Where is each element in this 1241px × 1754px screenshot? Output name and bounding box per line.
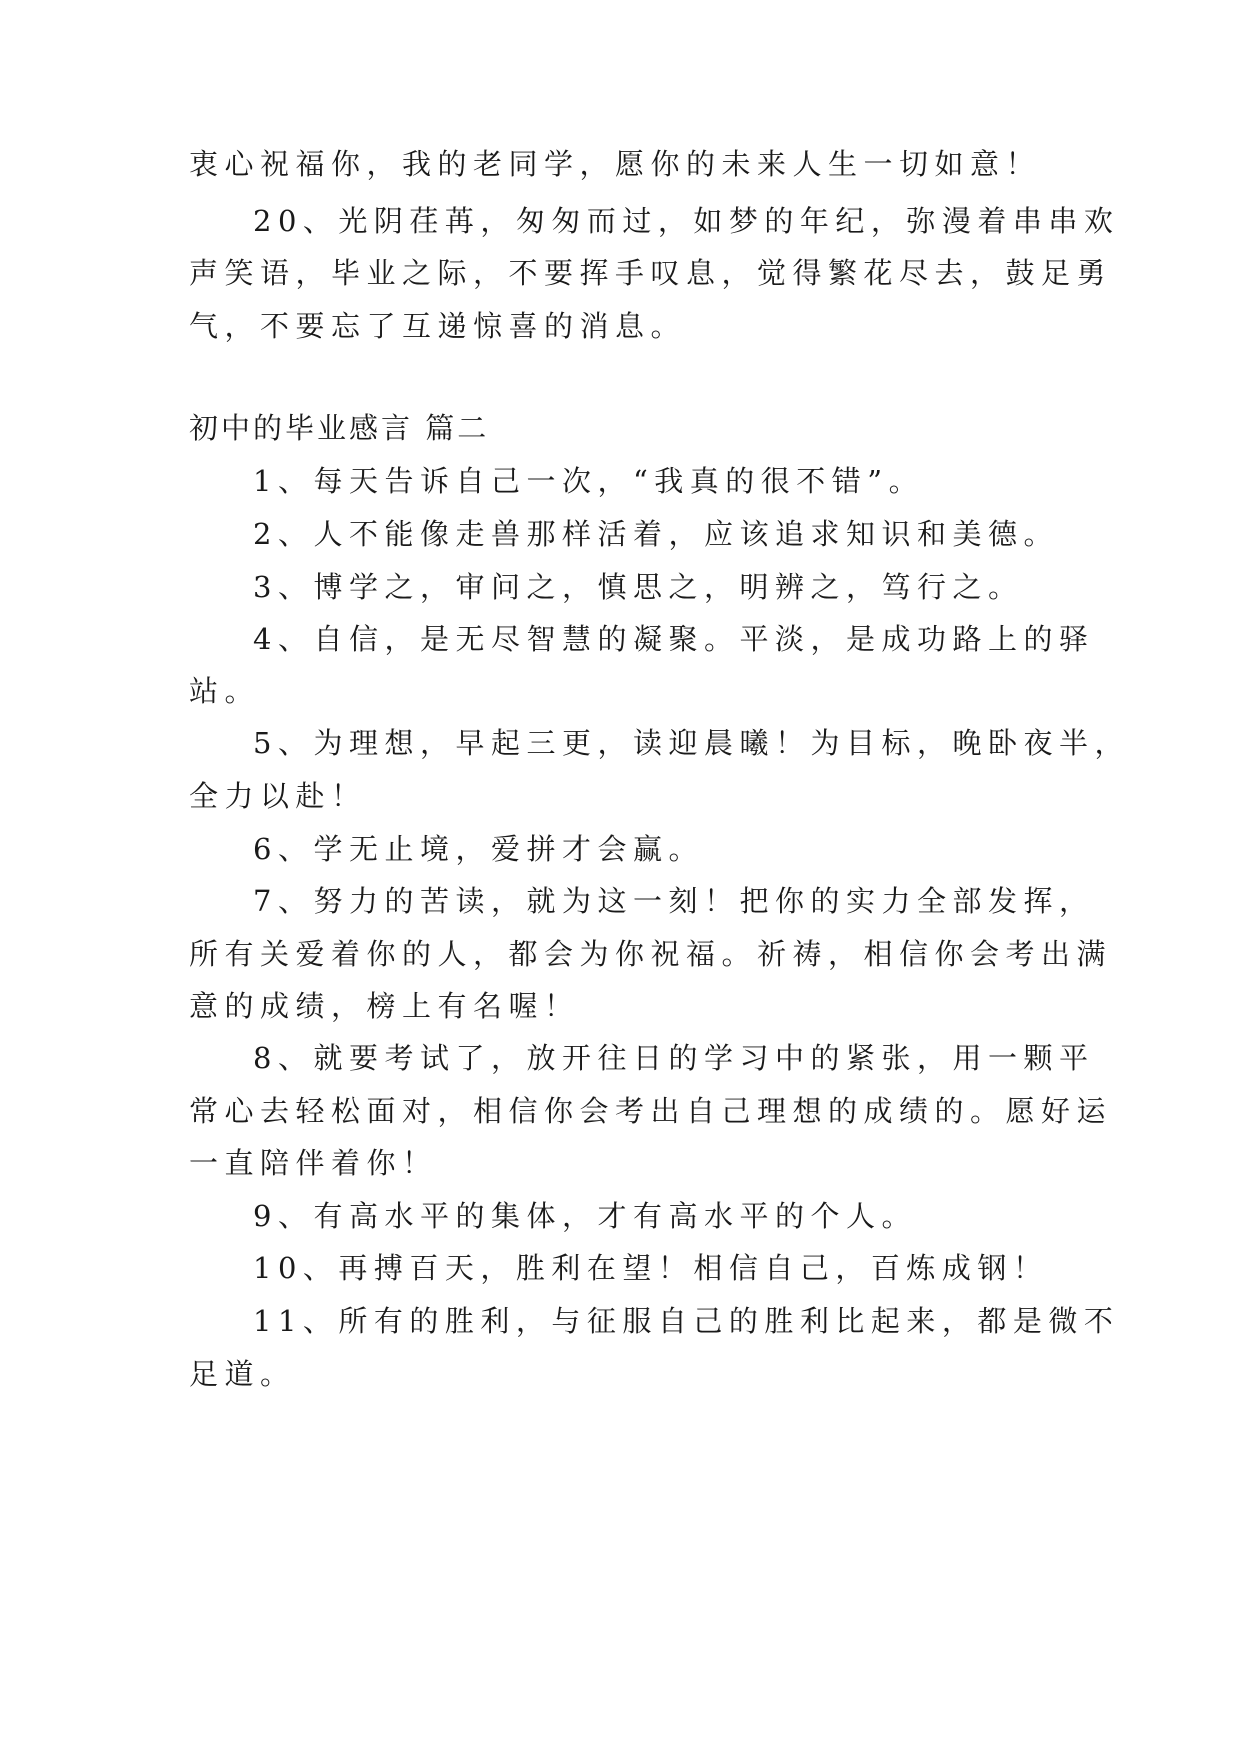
body-text-line: 3、博学之，审问之，慎思之，明辨之，笃行之。 bbox=[253, 570, 1024, 604]
body-text-line: 常心去轻松面对，相信你会考出自己理想的成绩的。愿好运 bbox=[189, 1094, 1113, 1128]
body-text-line: 所有关爱着你的人，都会为你祝福。祈祷，相信你会考出满 bbox=[189, 937, 1113, 971]
body-text-line: 站。 bbox=[189, 674, 261, 708]
body-text-line: 足道。 bbox=[189, 1357, 296, 1391]
body-text-line: 11、所有的胜利，与征服自己的胜利比起来，都是微不 bbox=[253, 1304, 1120, 1338]
body-text-line: 衷心祝福你，我的老同学，愿你的未来人生一切如意！ bbox=[189, 147, 1042, 181]
body-text-line: 1、每天告诉自己一次，“我真的很不错”。 bbox=[253, 464, 925, 498]
body-text-line: 6、学无止境，爱拼才会赢。 bbox=[253, 832, 704, 866]
body-text-line: 8、就要考试了，放开往日的学习中的紧张，用一颗平 bbox=[253, 1041, 1095, 1075]
body-text-line: 5、为理想，早起三更，读迎晨曦！为目标，晚卧夜半， bbox=[253, 726, 1130, 760]
body-text-line: 一直陪伴着你！ bbox=[189, 1146, 438, 1180]
body-text-line: 气，不要忘了互递惊喜的消息。 bbox=[189, 309, 687, 343]
body-text-line: 9、有高水平的集体，才有高水平的个人。 bbox=[253, 1199, 917, 1233]
body-text-line: 4、自信，是无尽智慧的凝聚。平淡，是成功路上的驿 bbox=[253, 622, 1095, 656]
body-text-line: 10、再搏百天，胜利在望！相信自己，百炼成钢！ bbox=[253, 1251, 1049, 1285]
body-text-line: 7、努力的苦读，就为这一刻！把你的实力全部发挥， bbox=[253, 884, 1095, 918]
body-text-line: 意的成绩，榜上有名喔！ bbox=[189, 989, 580, 1023]
section-heading: 初中的毕业感言 篇二 bbox=[189, 411, 490, 445]
body-text-line: 20、光阴荏苒，匆匆而过，如梦的年纪，弥漫着串串欢 bbox=[253, 204, 1120, 238]
body-text-line: 2、人不能像走兽那样活着，应该追求知识和美德。 bbox=[253, 517, 1059, 551]
body-text-line: 全力以赴！ bbox=[189, 779, 367, 813]
body-text-line: 声笑语，毕业之际，不要挥手叹息，觉得繁花尽去，鼓足勇 bbox=[189, 256, 1113, 290]
